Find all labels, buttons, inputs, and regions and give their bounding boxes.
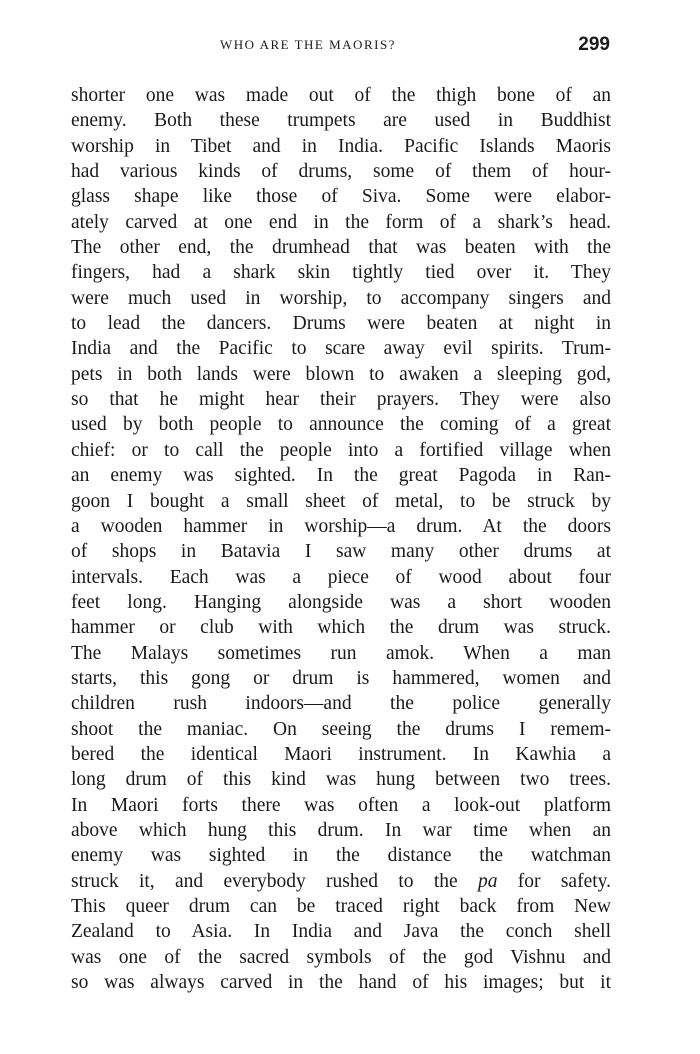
text-line: used by both people to announce the coming of a great <box>71 414 611 436</box>
text-line: This queer drum can be traced right back from New <box>71 896 611 917</box>
text-line: an enemy was sighted. In the great Pagoda in Ran- <box>71 465 611 487</box>
text-line: chief: or to call the people into a fortified village when <box>71 439 611 461</box>
text-line-with-italic <box>71 869 611 894</box>
text-line: Zealand to Asia. In India and Java the conch shell <box>71 921 611 943</box>
text-line: hammer or club with which the drum was struck. <box>71 617 611 639</box>
text-line: to lead the dancers. Drums were beaten at night in <box>71 313 611 335</box>
text-line: fingers, had a shark skin tightly tied over it. They <box>71 262 611 284</box>
text-line: feet long. Hanging alongside was a short wooden <box>71 591 611 613</box>
text-line: goon I bought a small sheet of metal, to be struck by <box>71 490 611 512</box>
text-line: enemy was sighted in the distance the watchman <box>71 845 611 867</box>
text-line: In Maori forts there was often a look-out platform <box>71 794 611 816</box>
text-line: The other end, the drumhead that was beaten with the <box>71 237 611 259</box>
text-line: shorter one was made out of the thigh bone of an <box>71 85 611 106</box>
text-line: so was always carved in the hand of his images; but it <box>71 972 611 994</box>
text-line: India and the Pacific to scare away evil spirits. Trum- <box>71 338 611 360</box>
text-segment: for safety. <box>517 870 611 892</box>
page-number: 299 <box>578 34 610 55</box>
text-line: bered the identical Maori instrument. In Kawhia a <box>71 743 611 765</box>
running-header <box>70 34 610 58</box>
text-line: starts, this gong or drum is hammered, women and <box>71 667 611 689</box>
text-line: intervals. Each was a piece of wood about four <box>71 566 611 588</box>
text-line: ately carved at one end in the form of a shark’s head. <box>71 211 611 233</box>
body-text <box>71 83 611 995</box>
text-line: pets in both lands were blown to awaken a sleeping god, <box>71 363 611 385</box>
text-line: were much used in worship, to accompany singers and <box>71 287 611 309</box>
text-line: worship in Tibet and in India. Pacific Islands Maoris <box>71 135 611 157</box>
text-line: of shops in Batavia I saw many other drums at <box>71 541 611 563</box>
text-line: glass shape like those of Siva. Some were elabor- <box>71 186 611 208</box>
text-segment: struck it, and everybody rushed to the <box>71 870 458 892</box>
text-line: enemy. Both these trumpets are used in Buddhist <box>71 110 611 132</box>
running-title: WHO ARE THE MAORIS? <box>220 37 396 52</box>
italic-word: pa <box>477 870 498 892</box>
text-line: shoot the maniac. On seeing the drums I remem- <box>71 718 611 740</box>
text-line: was one of the sacred symbols of the god Vishnu and <box>71 946 611 968</box>
text-line: children rush indoors—and the police generally <box>71 693 611 715</box>
text-line: had various kinds of drums, some of them of hour- <box>71 161 611 183</box>
text-line: a wooden hammer in worship—a drum. At the doors <box>71 515 611 537</box>
text-line: long drum of this kind was hung between two trees. <box>71 769 611 791</box>
text-line: The Malays sometimes run amok. When a man <box>71 642 611 664</box>
text-line: above which hung this drum. In war time when an <box>71 819 611 841</box>
text-line: so that he might hear their prayers. They were also <box>71 389 611 411</box>
